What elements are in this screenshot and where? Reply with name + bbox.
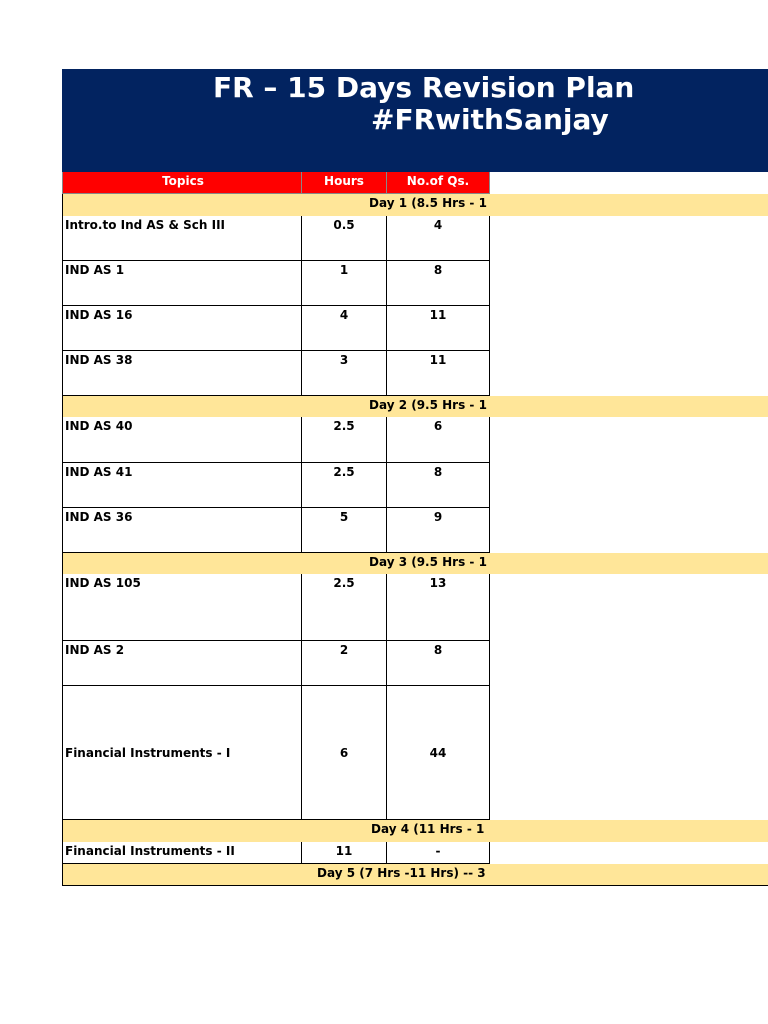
day-label: Day 5 (7 Hrs -11 Hrs) -- 3 [317, 866, 486, 880]
table-row [62, 417, 768, 463]
questions-cell: 44 [387, 686, 490, 820]
table-row [62, 261, 768, 306]
page-title: FR – 15 Days Revision Plan [213, 71, 635, 104]
table-row [62, 351, 768, 396]
title-clip [62, 69, 635, 172]
hours-cell: 6 [302, 686, 387, 820]
title-band [62, 69, 768, 172]
questions-cell: - [387, 842, 490, 864]
topic-cell: IND AS 40 [62, 417, 302, 463]
table-row [62, 574, 768, 641]
questions-cell: 8 [387, 261, 490, 306]
hours-cell: 0.5 [302, 216, 387, 261]
hours-cell: 2.5 [302, 574, 387, 641]
hours-cell: 2.5 [302, 463, 387, 508]
hours-cell: 3 [302, 351, 387, 396]
questions-cell: 13 [387, 574, 490, 641]
questions-cell: 9 [387, 508, 490, 553]
topic-cell: IND AS 41 [62, 463, 302, 508]
hours-cell: 1 [302, 261, 387, 306]
hours-cell: 4 [302, 306, 387, 351]
hours-cell: 11 [302, 842, 387, 864]
questions-cell: 11 [387, 351, 490, 396]
day-row [62, 553, 768, 574]
questions-cell: 6 [387, 417, 490, 463]
header-questions: No.of Qs. [387, 172, 490, 194]
table-row [62, 641, 768, 686]
day-label: Day 1 (8.5 Hrs - 1 [369, 196, 487, 210]
topic-cell: Intro.to Ind AS & Sch III [62, 216, 302, 261]
table-header-row [62, 172, 768, 194]
day-row [62, 396, 768, 417]
table-row [62, 686, 768, 820]
day-row [62, 864, 768, 886]
day-row [62, 820, 768, 842]
questions-cell: 8 [387, 641, 490, 686]
topic-cell: IND AS 2 [62, 641, 302, 686]
table-row [62, 842, 768, 864]
hours-cell: 2.5 [302, 417, 387, 463]
header-hours: Hours [302, 172, 387, 194]
topic-cell: Financial Instruments - II [62, 842, 302, 864]
page-hashtag: #FRwithSanjay [371, 103, 609, 136]
questions-cell: 11 [387, 306, 490, 351]
topic-cell: IND AS 105 [62, 574, 302, 641]
questions-cell: 8 [387, 463, 490, 508]
header-blank [490, 172, 768, 194]
table-row [62, 306, 768, 351]
table-row [62, 508, 768, 553]
table-row [62, 216, 768, 261]
header-topics: Topics [62, 172, 302, 194]
hours-cell: 5 [302, 508, 387, 553]
day-label: Day 4 (11 Hrs - 1 [371, 822, 485, 836]
topic-cell: IND AS 38 [62, 351, 302, 396]
day-row [62, 194, 768, 216]
questions-cell: 4 [387, 216, 490, 261]
topic-cell: Financial Instruments - I [62, 686, 302, 820]
day-label: Day 2 (9.5 Hrs - 1 [369, 398, 487, 412]
topic-cell: IND AS 1 [62, 261, 302, 306]
topic-cell: IND AS 36 [62, 508, 302, 553]
table-row [62, 463, 768, 508]
hours-cell: 2 [302, 641, 387, 686]
topic-cell: IND AS 16 [62, 306, 302, 351]
day-label: Day 3 (9.5 Hrs - 1 [369, 555, 487, 569]
